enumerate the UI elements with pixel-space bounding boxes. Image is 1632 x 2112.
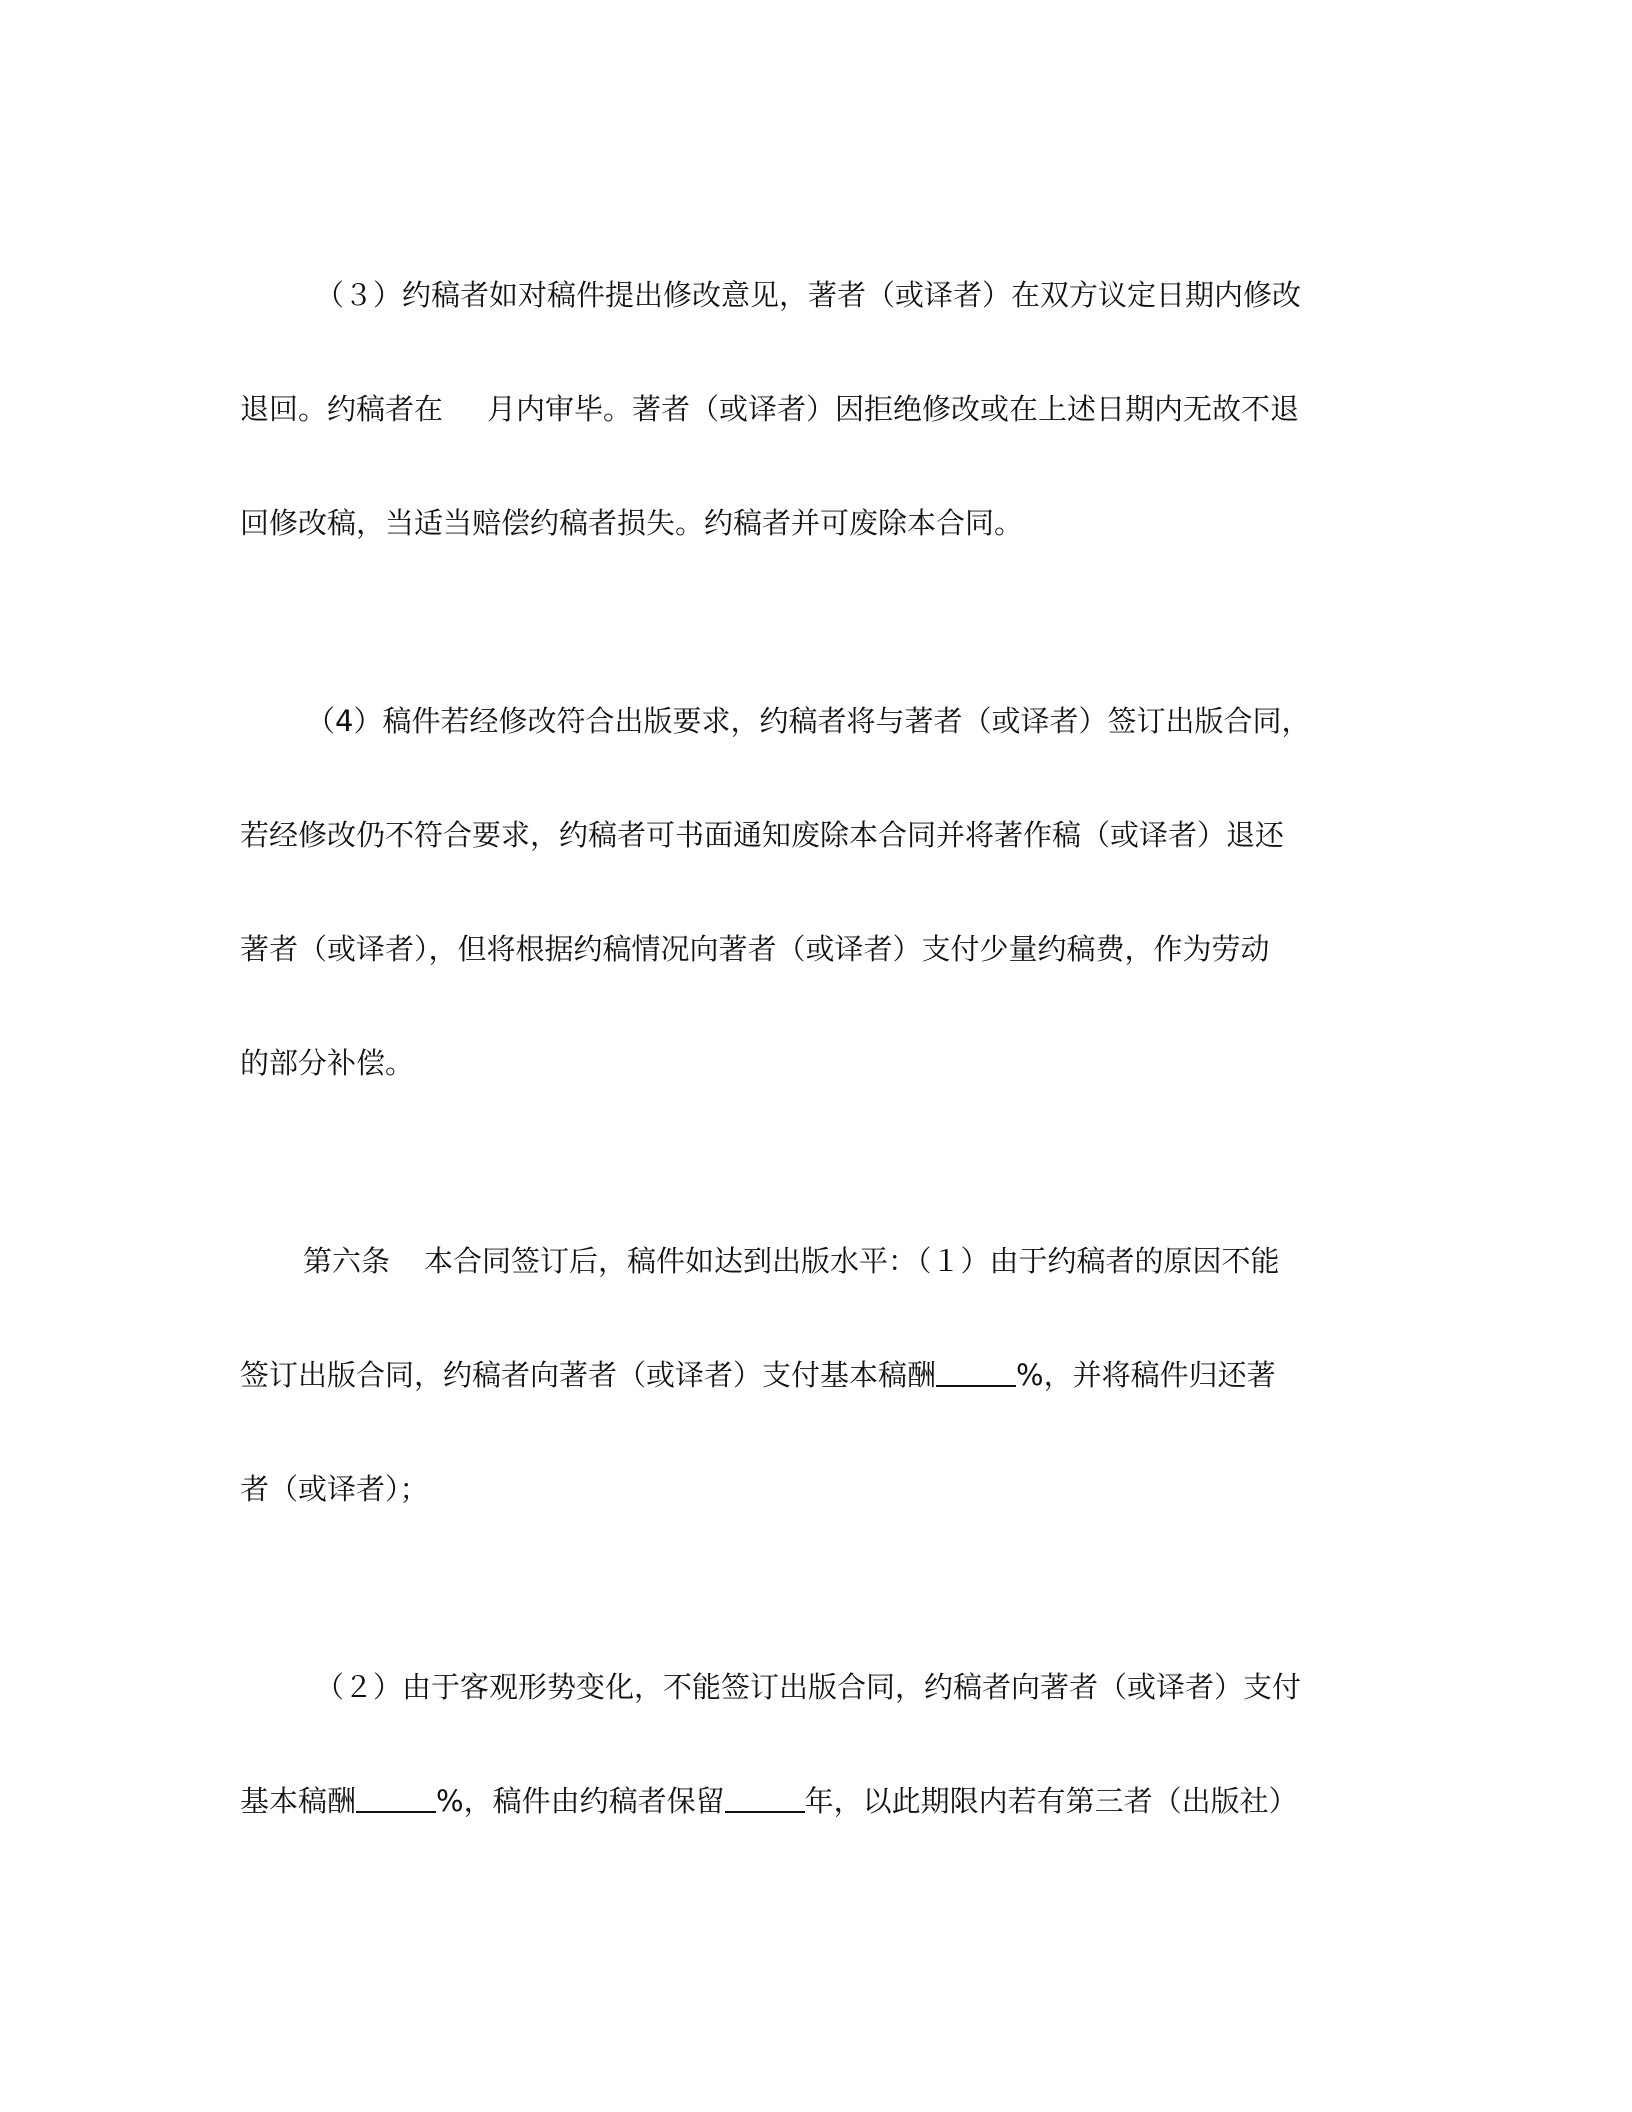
- article6-2-line1-text: （２）由于客观形势变化，不能签订出版合同，约稿者向著者（或译者）支付: [315, 1670, 1302, 1704]
- article6-2-line2-text-b: %，稿件由约稿者保留: [436, 1784, 725, 1818]
- para4-line4: [240, 1043, 1400, 1083]
- para3-line2-text-a: 退回。约稿者在: [240, 392, 444, 426]
- para4-line4-text: 的部分补偿。: [240, 1046, 415, 1080]
- article6-2-line1: [315, 1667, 1475, 1707]
- article6-2-line2-text-a: 基本稿酬: [240, 1784, 357, 1818]
- para3-line2-text-b: 月内审毕。著者（或译者）因拒绝修改或在上述日期内无故不退: [487, 392, 1300, 426]
- article6-line2: [240, 1355, 1400, 1395]
- article6-label: 第六条: [303, 1244, 391, 1278]
- article6-line2-text-a: 签订出版合同，约稿者向著者（或译者）支付基本稿酬: [240, 1358, 937, 1392]
- article6-line1: [303, 1241, 1463, 1281]
- article6-line1-text: 本合同签订后，稿件如达到出版水平：（１）由于约稿者的原因不能: [424, 1244, 1280, 1278]
- article6-line3: [240, 1469, 1400, 1509]
- para4-line1: [306, 701, 1466, 741]
- para4-line2: [240, 815, 1400, 855]
- para3-line2: [240, 389, 1400, 429]
- para4-line3-text: 著者（或译者），但将根据约稿情况向著者（或译者）支付少量约稿费，作为劳动: [240, 932, 1270, 966]
- article6-line2-text-b: %，并将稿件归还著: [1016, 1358, 1276, 1392]
- para3-line3-text: 回修改稿，当适当赔偿约稿者损失。约稿者并可废除本合同。: [240, 506, 1024, 540]
- para3-line1-text: （３）约稿者如对稿件提出修改意见，著者（或译者）在双方议定日期内修改: [315, 278, 1302, 312]
- blank-line: [725, 1781, 805, 1813]
- article6-line3-text: 者（或译者）；: [240, 1472, 429, 1506]
- blank-line: [356, 1781, 436, 1813]
- blank-line: [936, 1355, 1016, 1387]
- para3-line1: [315, 275, 1475, 315]
- para4-line1-text: （4）稿件若经修改符合出版要求，约稿者将与著者（或译者）签订出版合同，: [306, 704, 1311, 738]
- article6-2-line2-text-c: 年，以此期限内若有第三者（出版社）: [804, 1784, 1298, 1818]
- para4-line3: [240, 929, 1400, 969]
- article6-2-line2: [240, 1781, 1400, 1821]
- para3-line3: [240, 503, 1400, 543]
- para4-line2-text: 若经修改仍不符合要求，约稿者可书面通知废除本合同并将著作稿（或译者）退还: [240, 818, 1285, 852]
